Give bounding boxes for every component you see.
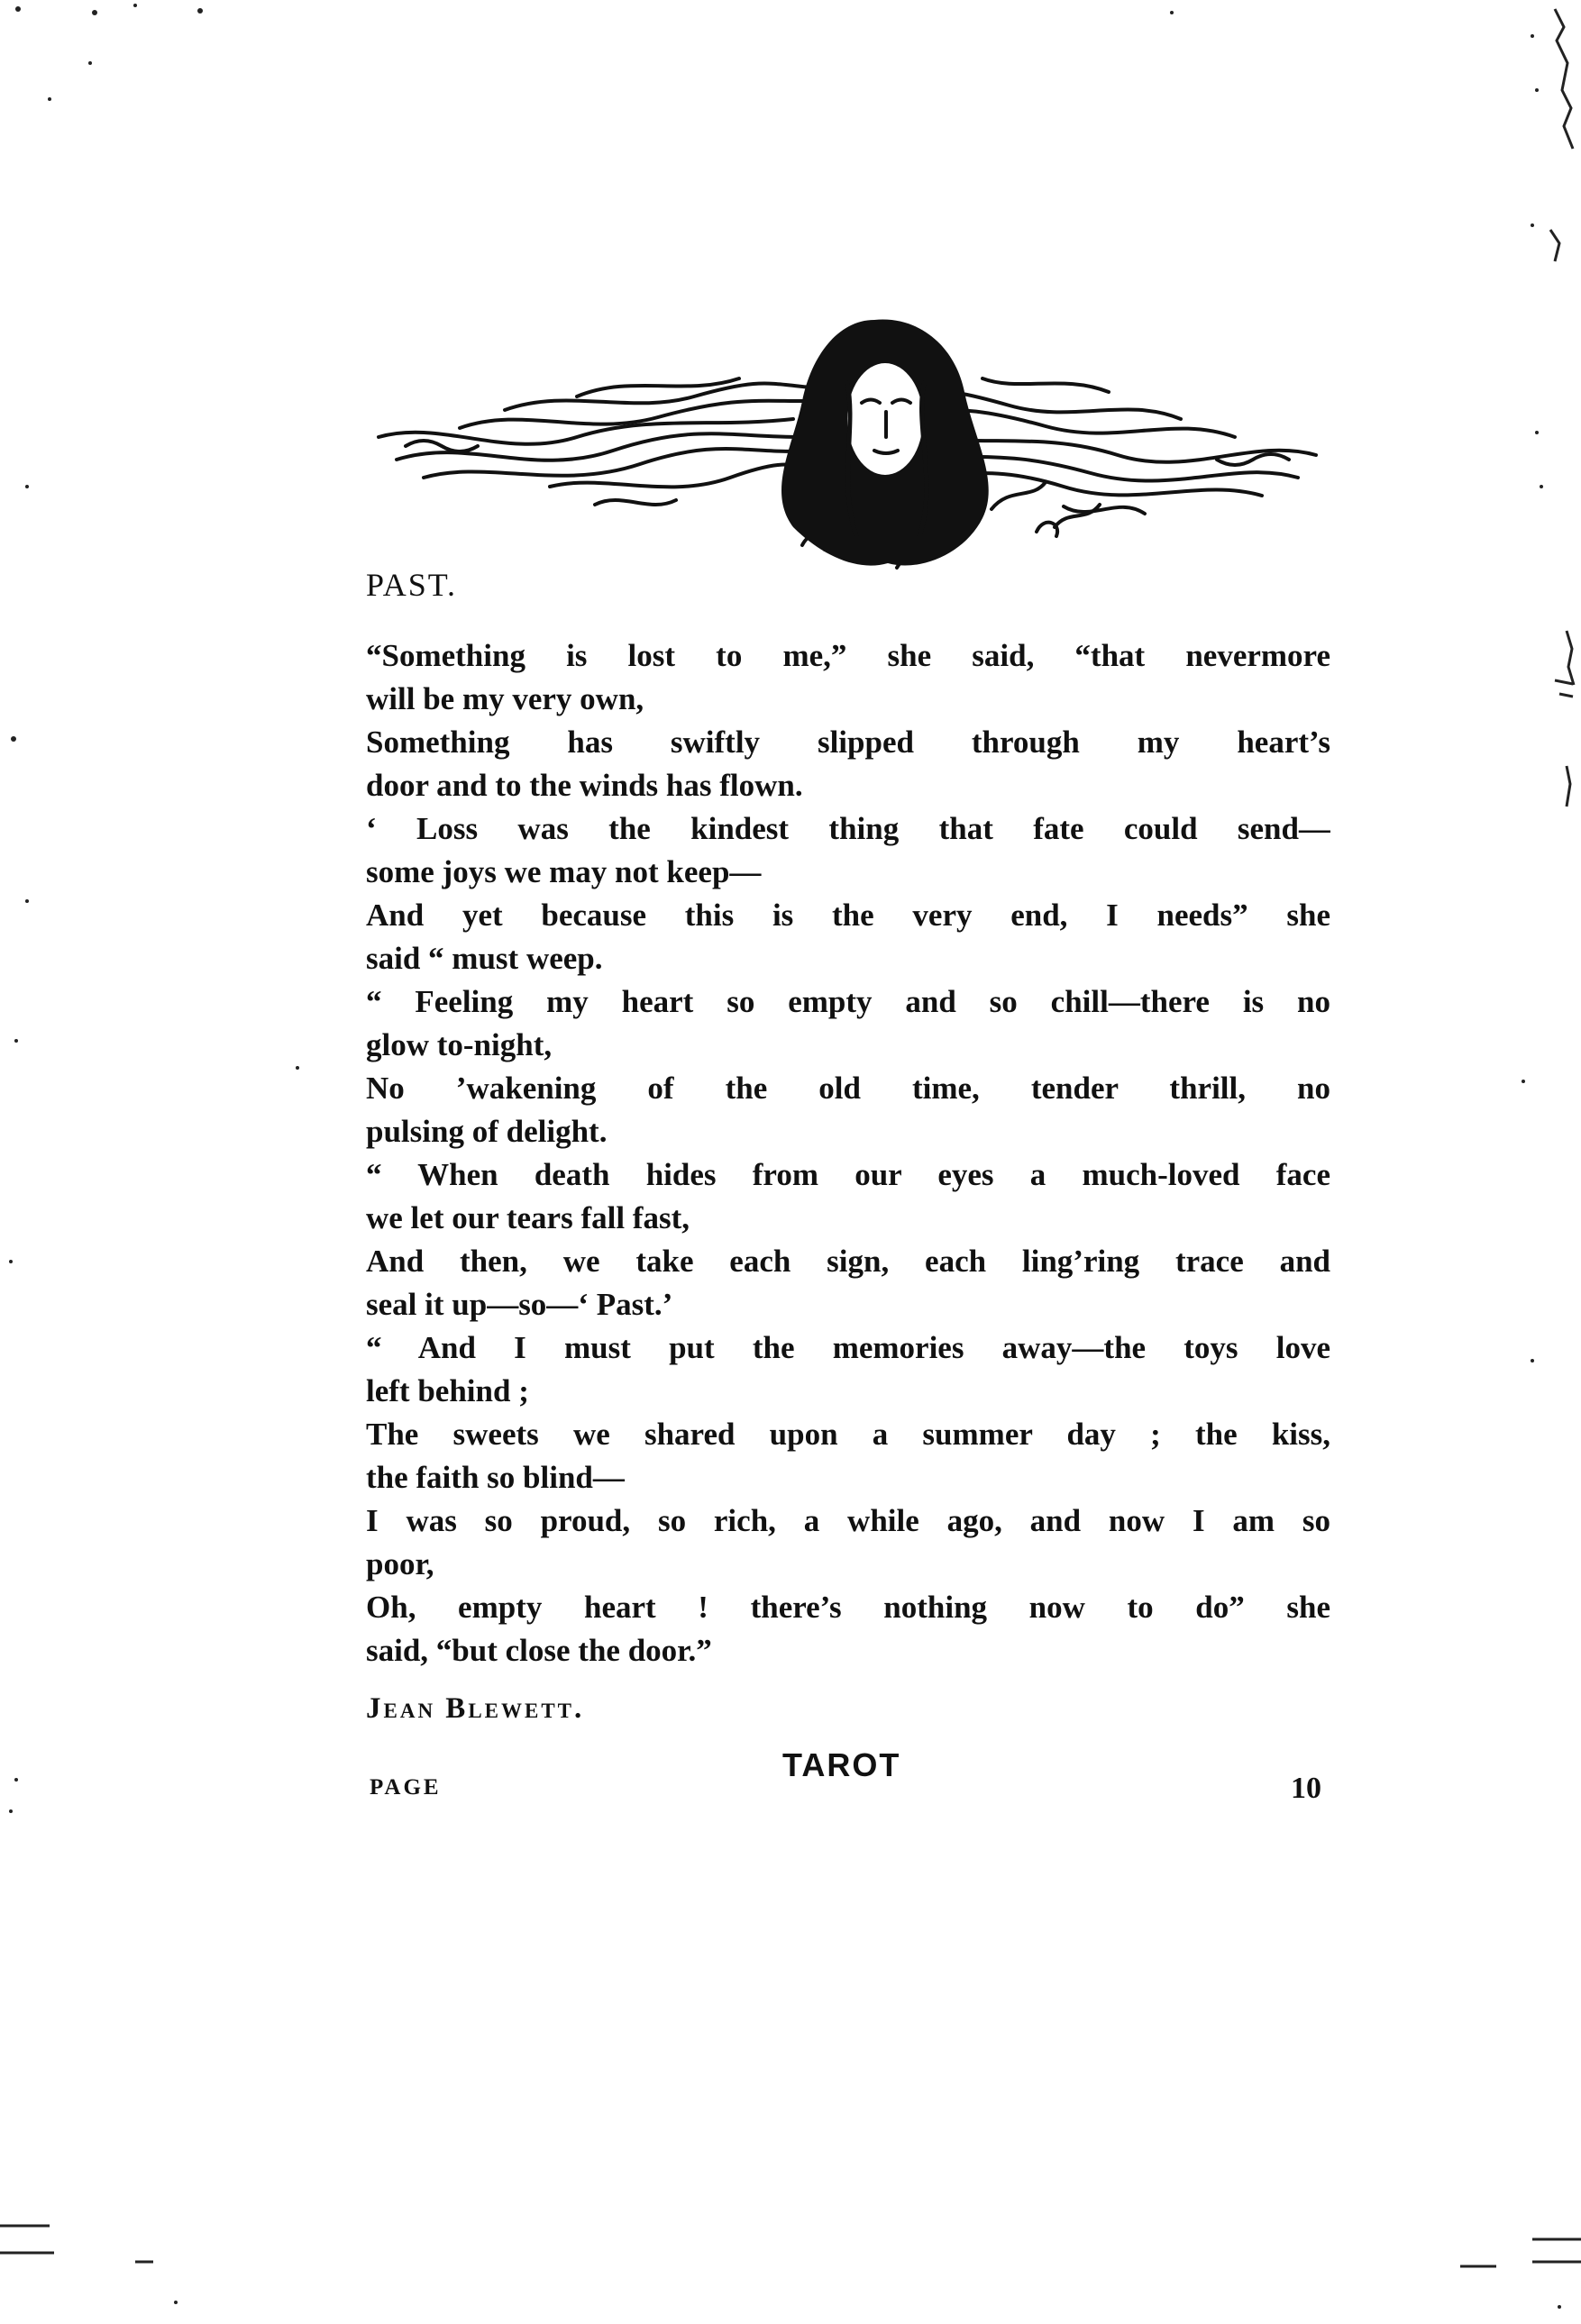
poem-author: Jean Blewett.	[366, 1692, 585, 1725]
poem-line: the faith so blind—	[366, 1460, 625, 1495]
poem-line: “ Feeling my heart so empty and so chill—there is no	[366, 984, 1330, 1019]
poem-line: Oh, empty heart ! there’s nothing now to do” she	[366, 1590, 1330, 1625]
poem-line: we let our tears fall fast,	[366, 1200, 690, 1235]
poem-title: PAST.	[366, 567, 458, 603]
poem-line: “ When death hides from our eyes a much-loved face	[366, 1157, 1330, 1192]
poem-line: pulsing of delight.	[366, 1114, 608, 1149]
poem-line: poor,	[366, 1546, 434, 1581]
poem-line: seal it up—so—‘ Past.’	[366, 1287, 673, 1322]
poem-line: “Something is lost to me,” she said, “that nevermore	[366, 638, 1330, 673]
headpiece-illustration	[370, 302, 1325, 572]
poem-body	[366, 634, 1330, 1672]
poem-line: will be my very own,	[366, 681, 644, 716]
poem-line: said, “but close the door.”	[366, 1633, 712, 1668]
page-label: PAGE	[370, 1775, 442, 1800]
poem-line: And then, we take each sign, each ling’ring trace and	[366, 1244, 1330, 1279]
running-head: TAROT	[782, 1746, 901, 1783]
poem-line: And yet because this is the very end, I needs” she	[366, 898, 1330, 933]
poem-line: glow to-night,	[366, 1027, 553, 1062]
poem-line: I was so proud, so rich, a while ago, and now I am so	[366, 1503, 1330, 1538]
poem-line: some joys we may not keep—	[366, 854, 762, 889]
poem-line: The sweets we shared upon a summer day ; the kiss,	[366, 1417, 1330, 1452]
poem-line: left behind ;	[366, 1373, 529, 1408]
poem-line: said “ must weep.	[366, 941, 603, 976]
poem-line: ‘ Loss was the kindest thing that fate could send—	[366, 811, 1330, 846]
poem-line: Something has swiftly slipped through my heart’s	[366, 725, 1330, 760]
poem-line: “ And I must put the memories away—the toys love	[366, 1330, 1330, 1365]
page-number: 10	[1291, 1772, 1321, 1805]
poem-line: door and to the winds has flown.	[366, 768, 803, 803]
poem-line: No ’wakening of the old time, tender thrill, no	[366, 1071, 1330, 1106]
